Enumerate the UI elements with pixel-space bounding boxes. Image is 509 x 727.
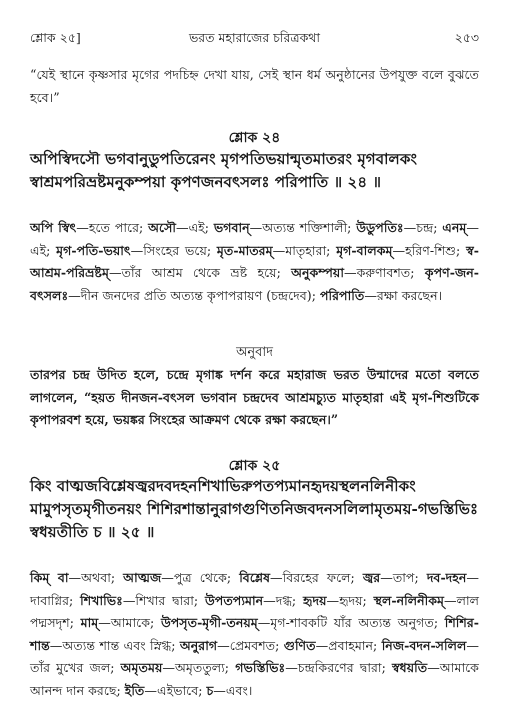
verse-24-text: অপিস্বিদসৌ ভগবানুডুপতিরেনং মৃগপতিভয়ান্মৃতমাতরং মৃগবালকং স্বাশ্রমপরিভ্রষ্টমনুকম্পয়া কৃপণজনবৎসলঃ পরিপাতি ॥ ২৪ ॥ <box>30 150 418 191</box>
synonym-meaning: এইভাবে; <box>156 682 207 698</box>
intro-quote <box>30 64 479 109</box>
synonym-meaning: প্রবাহমান; <box>328 637 382 653</box>
verse-24-translation <box>30 364 479 432</box>
synonym-word: মৃত-মাতরম্ <box>216 242 273 258</box>
translation-heading: অনুবাদ <box>236 345 273 360</box>
page-number: ২৫৩ <box>454 30 479 45</box>
synonym-meaning: অত্যন্ত শান্ত এবং স্নিগ্ধ; <box>62 637 180 653</box>
synonym-word: দব-দহন <box>426 570 467 585</box>
synonym-word: আত্মজ <box>123 570 162 585</box>
synonym-meaning: আমাকে; <box>110 615 161 630</box>
synonyms-paragraph: কিম্ বা—অথবা; আত্মজ—পুত্র থেকে; বিশ্লেষ—বিরহের ফলে; জ্বর—তাপ; দব-দহন—দাবাগ্নির; শিখাভিঃ—শিখার দ্বারা; উপতপ্যমান—দগ্ধ; হৃদয়—হৃদয়; স্থল-নলিনীকম্—লাল পদ্মসদৃশ; মাম্—আমাকে; উপসৃত-মৃগী-তনয়ম্—মৃগ-শাবকটি যাঁর অত্যন্ত অনুগত; শিশির-শান্ত—অত্যন্ত শান্ত এবং স্নিগ্ধ; অনুরাগ—প্রেমবশত; গুণিত—প্রবাহমান; নিজ-বদন-সলিল—তাঁর মুখের জল; অমৃতময়—অমৃততুল্য; গভস্তিভিঃ—চন্দ্রকিরণের দ্বারা; স্বধয়তি—আমাকে আনন্দ দান করছে; ইতি—এইভাবে; চ—এবং। <box>30 570 480 698</box>
synonym-meaning: অমৃততুল্য; <box>174 660 236 675</box>
intro-paragraph: “যেই স্থানে কৃষ্ণসার মৃগের পদচিহ্ন দেখা যায়, সেই স্থান ধর্ম অনুষ্ঠানের উপযুক্ত বলে বুঝতে হবে।” <box>30 67 479 105</box>
synonym-meaning: দগ্ধ; <box>275 592 304 608</box>
verse-25-text: কিং বাত্মজবিশ্লেষজ্বরদবদহনশিখাভিরুপতপ্যমানহৃদয়স্থলনলিনীকং মামুপসৃতমৃগীতনয়ং শিশিরশান্তানুরাগগুণিতনিজবদনসলিলামৃতময়-গভস্তিভিঃ স্বধয়তীতি চ ॥ ২৫ ॥ <box>30 477 479 541</box>
synonym-meaning: প্রেমবশত; <box>229 637 284 653</box>
synonym-word: নিজ-বদন-সলিল <box>381 637 467 653</box>
verse-25-sanskrit <box>30 475 479 544</box>
synonym-meaning: লাল পদ্মসদৃশ; <box>30 592 480 630</box>
synonym-meaning: মৃগ-শাবকটি যাঁর অত্যন্ত অনুগত; <box>270 615 445 630</box>
synonym-word: উডুপতিঃ <box>356 220 404 235</box>
synonym-meaning: হরিণ-শিশু; <box>405 242 467 258</box>
verse-25-heading: শ্লোক ২৫ <box>228 458 281 474</box>
verse-25-synonyms <box>30 567 479 702</box>
synonym-word: গুণিত <box>283 637 316 653</box>
synonym-meaning: এবং। <box>225 682 253 698</box>
synonym-meaning: এই; <box>188 220 214 235</box>
synonym-word: কৃপণ-জন-বৎসলঃ <box>30 265 479 303</box>
synonym-meaning: এই; <box>30 242 57 258</box>
synonym-meaning: করুণাবশত; <box>356 265 425 280</box>
header-chapter-title: ভরত মহারাজের চরিত্রকথা <box>188 30 321 45</box>
synonym-word: গভস্তিভিঃ <box>235 660 286 675</box>
synonym-word: অপি স্বিৎ <box>30 220 77 235</box>
synonym-meaning: চন্দ্রকিরণের দ্বারা; <box>297 660 392 675</box>
synonym-word: শিশির-শান্ত <box>30 615 480 653</box>
synonym-meaning: পুত্র থেকে; <box>173 570 240 585</box>
synonym-meaning: শিখার দ্বারা; <box>135 592 205 608</box>
synonym-word: অসৌ <box>148 220 176 235</box>
synonym-meaning: হৃদয়; <box>339 592 374 608</box>
synonym-meaning: তাঁর আশ্রম থেকে ভ্রষ্ট হয়ে; <box>121 265 292 280</box>
synonym-word: অনুকম্পয়া <box>291 265 344 280</box>
synonym-meaning: দাবাগ্নির; <box>30 592 81 608</box>
synonym-word: হৃদয় <box>303 592 327 608</box>
synonym-word: ইতি <box>124 682 145 698</box>
synonym-word: স্বধয়তি <box>391 660 428 675</box>
running-header <box>30 30 479 48</box>
synonym-word: অনুরাগ <box>179 637 218 653</box>
synonym-word: পরিপাতি <box>319 287 365 303</box>
verse-24-heading: শ্লোক ২৪ <box>228 130 281 146</box>
translation-paragraph: তারপর চন্দ্র উদিত হলে, চন্দ্রে মৃগাঙ্ক দর্শন করে মহারাজ ভরত উন্মাদের মতো বলতে লাগলেন, “হয়ত দীনজন-বৎসল ভগবান চন্দ্রদেব আশ্রমচ্যুত মাতৃহারা এই মৃগ-শিশুটিকে কৃপাপরবশ হয়ে, ভয়ঙ্কর সিংহের আক্রমণ থেকে রক্ষা করছেন।” <box>30 367 479 427</box>
synonym-word: জ্বর <box>362 570 381 585</box>
synonym-word: মৃগ-পতি-ভয়াৎ <box>56 242 131 258</box>
synonym-word: ভগবান্ <box>213 220 250 235</box>
synonym-meaning: আমাকে আনন্দ দান করছে; <box>30 660 479 698</box>
synonym-word: বিশ্লেষ <box>239 570 271 585</box>
synonym-word: মাম্ <box>80 615 99 630</box>
synonyms-paragraph: অপি স্বিৎ—হতে পারে; অসৌ—এই; ভগবান্—অত্যন্ত শক্তিশালী; উডুপতিঃ—চন্দ্র; এনম্—এই; মৃগ-পতি-ভয়াৎ—সিংহের ভয়ে; মৃত-মাতরম্—মাতৃহারা; মৃগ-বালকম্—হরিণ-শিশু; স্ব-আশ্রম-পরিভ্রষ্টম্—তাঁর আশ্রম থেকে ভ্রষ্ট হয়ে; অনুকম্পয়া—করুণাবশত; কৃপণ-জন-বৎসলঃ—দীন জনদের প্রতি অত্যন্ত কৃপাপরায়ণ (চন্দ্রদেব); পরিপাতি—রক্ষা করছেন। <box>30 220 479 303</box>
synonym-word: শিখাভিঃ <box>80 592 123 608</box>
synonym-word: মৃগ-বালকম্ <box>336 242 393 258</box>
synonym-meaning: রক্ষা করছেন। <box>376 287 443 303</box>
synonym-meaning: অথবা; <box>81 570 124 585</box>
header-verse-ref: শ্লোক ২৫] <box>30 30 81 45</box>
synonym-meaning: অত্যন্ত শক্তিশালী; <box>262 220 357 235</box>
synonym-meaning: দীন জনদের প্রতি অত্যন্ত কৃপাপরায়ণ (চন্দ্রদেব); <box>80 287 320 303</box>
verse-24-synonyms <box>30 217 479 307</box>
synonym-word: অমৃতময় <box>120 660 163 675</box>
synonym-word: এনম্ <box>442 220 467 235</box>
synonym-word: উপতপ্যমান <box>204 592 264 608</box>
synonym-word: কিম্ বা <box>30 570 69 585</box>
synonym-meaning: বিরহের ফলে; <box>282 570 363 585</box>
synonym-word: স্ব-আশ্রম-পরিভ্রষ্টম্ <box>30 242 479 280</box>
verse-24-sanskrit <box>30 148 479 194</box>
synonym-meaning: সিংহের ভয়ে; <box>143 242 217 258</box>
synonym-meaning: চন্দ্র; <box>416 220 443 235</box>
synonym-word: স্থল-নলিনীকম্ <box>373 592 444 608</box>
synonym-meaning: হতে পারে; <box>88 220 149 235</box>
synonym-meaning: তাঁর মুখের জল; <box>30 660 121 675</box>
synonym-word: উপসৃত-মৃগী-তনয়ম্ <box>160 615 258 630</box>
synonym-meaning: তাপ; <box>392 570 427 585</box>
synonym-word: চ <box>206 682 214 698</box>
synonym-meaning: মাতৃহারা; <box>285 242 337 258</box>
